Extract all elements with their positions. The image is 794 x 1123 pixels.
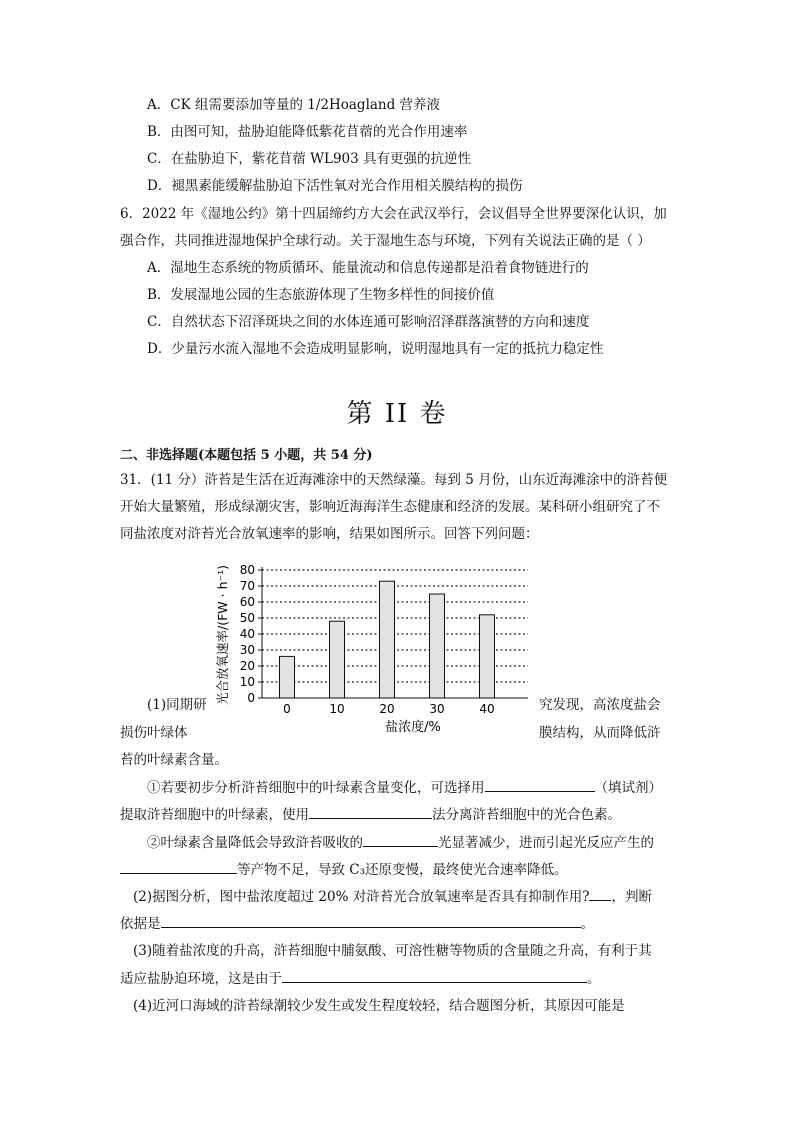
y-tick-label: 20: [239, 659, 255, 673]
q31-p1-right-a: 究发现，高浓度盐会: [539, 697, 661, 713]
q31-p2-text-d: 。: [580, 916, 594, 932]
x-tick-label: 40: [479, 702, 495, 716]
q31-sub1-text-b: （填试剂）: [594, 780, 662, 796]
q6-option-c: C．自然状态下沼泽斑块之间的水体连通可影响沼泽群落演替的方向和速度: [147, 314, 590, 330]
q31-intro-line2: 开始大量繁殖，形成绿潮灾害，影响近海海洋生态健康和经济的发展。某科研小组研究了不: [120, 499, 660, 515]
y-tick-label: 70: [239, 579, 255, 593]
q5-option-c: C．在盐胁迫下，紫花苜蓿 WL903 具有更强的抗逆性: [147, 151, 472, 167]
q31-p3-line2: [120, 968, 601, 989]
y-tick-label: 10: [239, 675, 255, 689]
y-tick-label: 0: [247, 691, 255, 705]
q31-sub2-text-a: ②叶绿素含量降低会导致浒苔吸收的: [147, 835, 363, 851]
y-tick-label: 40: [239, 627, 255, 641]
x-tick-label: 30: [429, 702, 445, 716]
x-tick-label: 20: [379, 702, 395, 716]
y-tick-label: 30: [239, 643, 255, 657]
q5-option-b: B．由图可知，盐胁迫能降低紫花苜蓿的光合作用速率: [147, 124, 468, 140]
q31-sub1-text-a: ①若要初步分析浒苔细胞中的叶绿素含量变化，可选择用: [147, 780, 485, 796]
q31-p1-c: 苔的叶绿素含量。: [120, 752, 228, 768]
bar-20: [380, 581, 395, 698]
y-tick-label: 80: [239, 563, 255, 577]
q31-p2-text-a: (2)据图分析，图中盐浓度超过 20% 对浒苔光合放氧速率是否具有抑制作用?: [133, 889, 590, 905]
q31-intro-line1: 31．(11 分）浒苔是生活在近海滩涂中的天然绿藻。每到 5 月份，山东近海滩涂中的浒苔便: [120, 472, 668, 488]
q5-option-a: A．CK 组需要添加等量的 1/2Hoagland 营养液: [147, 97, 441, 113]
q31-p1-left-b: 损伤叶绿体: [120, 725, 188, 741]
q6-option-d: D．少量污水流入湿地不会造成明显影响，说明湿地具有一定的抵抗力稳定性: [147, 341, 604, 357]
answer-blank-products[interactable]: [120, 859, 237, 874]
bar-10: [330, 621, 345, 698]
q6-stem-line2: 强合作，共同推进湿地保护全球行动。关于湿地生态与环境，下列有关说法正确的是（ ）: [120, 233, 651, 249]
q31-sub1-line2: [120, 804, 621, 825]
answer-blank-reason[interactable]: [282, 968, 587, 983]
answer-blank-method[interactable]: [309, 804, 432, 819]
chart-bars: [280, 581, 495, 698]
x-tick-label: 0: [283, 702, 291, 716]
q31-sub1-line1: [147, 777, 662, 798]
q31-p3-text-c: 。: [587, 971, 601, 987]
q31-sub1-text-d: 法分离浒苔细胞中的光合色素。: [432, 807, 621, 823]
q31-sub2-line2: [120, 859, 568, 880]
section-title: 第 II 卷: [346, 399, 448, 429]
q31-sub2-text-c: 等产物不足，导致 C₃还原变慢，最终使光合速率降低。: [237, 862, 568, 878]
answer-blank-basis[interactable]: [161, 913, 581, 928]
y-axis-label: 光合放氧速率/(FW · h⁻¹): [215, 565, 230, 705]
y-tick-label: 60: [239, 595, 255, 609]
q31-sub2-line1: [147, 832, 654, 853]
answer-blank-inhibit[interactable]: [589, 886, 611, 901]
section2-heading: 二、非选择题(本题包括 5 小题，共 54 分): [120, 448, 373, 463]
bar-40: [480, 615, 495, 698]
q31-p4-line1: (4)近河口海域的浒苔绿潮较少发生或发生程度较轻，结合题图分析，其原因可能是: [133, 998, 625, 1014]
q31-sub2-text-b: 光显著减少，进而引起光反应产生的: [438, 835, 654, 851]
q6-option-a: A．湿地生态系统的物质循环、能量流动和信息传递都是沿着食物链进行的: [147, 260, 589, 276]
chart-x-ticks: [283, 702, 494, 716]
chart-y-ticks: [240, 563, 262, 705]
q31-p3-text-b: 适应盐胁迫环境，这是由于: [120, 971, 282, 987]
bar-chart: [205, 555, 535, 740]
q6-stem-line1: 6．2022 年《湿地公约》第十四届缔约方大会在武汉举行，会议倡导全世界要深化认识，加: [120, 206, 667, 222]
bar-30: [430, 594, 445, 698]
x-axis-label: 盐浓度/%: [385, 720, 441, 735]
answer-blank-light[interactable]: [363, 832, 438, 847]
answer-blank-reagent[interactable]: [485, 777, 595, 792]
x-tick-label: 10: [329, 702, 345, 716]
q31-p2-text-b: ，判断: [611, 889, 652, 905]
q5-option-d: D．褪黑素能缓解盐胁迫下活性氧对光合作用相关膜结构的损伤: [147, 178, 523, 194]
q31-p2-line1: [133, 886, 652, 907]
q31-p1-left-a: (1)同期研: [147, 697, 207, 713]
q31-p2-line2: [120, 913, 594, 934]
q31-p3-line1: (3)随着盐浓度的升高，浒苔细胞中脯氨酸、可溶性糖等物质的含量随之升高，有利于其: [133, 943, 652, 959]
bar-0: [280, 656, 295, 698]
y-tick-label: 50: [239, 611, 255, 625]
q31-p2-text-c: 依据是: [120, 916, 161, 932]
q31-sub1-text-c: 提取浒苔细胞中的叶绿素，使用: [120, 807, 309, 823]
q31-intro-line3: 同盐浓度对浒苔光合放氧速率的影响，结果如图所示。回答下列问题：: [120, 526, 539, 542]
q31-p1-right-b: 膜结构，从而降低浒: [539, 725, 661, 741]
q6-option-b: B．发展湿地公园的生态旅游体现了生物多样性的间接价值: [147, 287, 495, 303]
